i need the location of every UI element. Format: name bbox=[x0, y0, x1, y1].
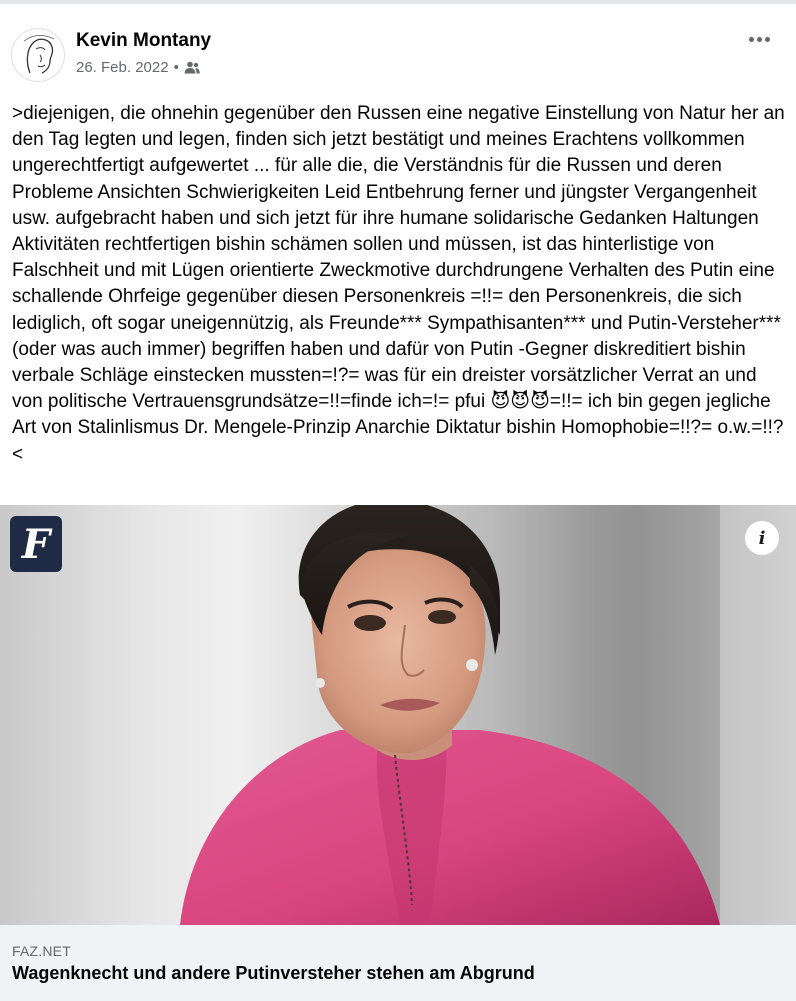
info-button[interactable]: i bbox=[745, 521, 779, 555]
more-dots-icon[interactable] bbox=[744, 28, 774, 50]
post-header bbox=[0, 22, 796, 88]
link-preview-card[interactable] bbox=[0, 505, 796, 1001]
portrait-illustration bbox=[0, 505, 796, 925]
avatar[interactable] bbox=[11, 28, 65, 82]
faz-logo[interactable]: F bbox=[10, 516, 62, 572]
friends-icon[interactable] bbox=[184, 61, 200, 74]
post-meta bbox=[76, 59, 200, 76]
meta-separator: • bbox=[173, 59, 179, 76]
author-name[interactable]: Kevin Montany bbox=[76, 30, 212, 51]
link-headline[interactable]: Wagenknecht und andere Putinversteher stehen am Abgrund bbox=[12, 963, 535, 983]
card-footer[interactable] bbox=[0, 925, 796, 1001]
link-domain: FAZ.NET bbox=[12, 943, 71, 959]
post-text: >diejenigen, die ohnehin gegenüber den Russen eine negative Einstellung von Natur her an den Tag legten und legen, finden sich jetzt bestätigt und meines Erachtens vollkommen ungerechtfertigt aufgewertet ... für alle die, die Verständnis für die Russen und deren Probleme Ansichten Schwierigkeiten Leid Entbehrung ferner und jüngster Vergangenheit usw. aufgebracht haben und sich jetzt für ihre humane solidarische Gedanken Haltungen Aktivitäten rechtfertigen bishin schämen sollen und müssen, ist das hinterlistige von Falschheit und mit Lügen orientierte Zweckmotive durchdrungene Verhalten des Putin eine schallende Ohrfeige gegenüber diesen Personenkreis =!!= den Personenkreis, die sich lediglich, oft sogar uneigennützig, als Freunde*** Sympathisanten*** und Putin-Versteher*** (oder was auch immer) begriffen haben und dafür von Putin -Gegner diskreditiert bishin verbale Schläge einstecken mussten=!?= was für ein dreister vorsätzlicher Verrat an und von politische Vertrauensgrundsätze=!!=finde ich=!= pfui 😈😈😈=!!= ich bin gegen jegliche Art von Stalinlismus Dr. Mengele-Prinzip Anarchie Diktatur bishin Homophobie=!!?= o.w.=!!?< bbox=[12, 103, 785, 465]
article-photo[interactable] bbox=[0, 505, 796, 925]
top-divider bbox=[0, 0, 796, 4]
avatar-sketch-icon bbox=[12, 29, 65, 82]
post-date[interactable]: 26. Feb. 2022 bbox=[76, 59, 169, 76]
